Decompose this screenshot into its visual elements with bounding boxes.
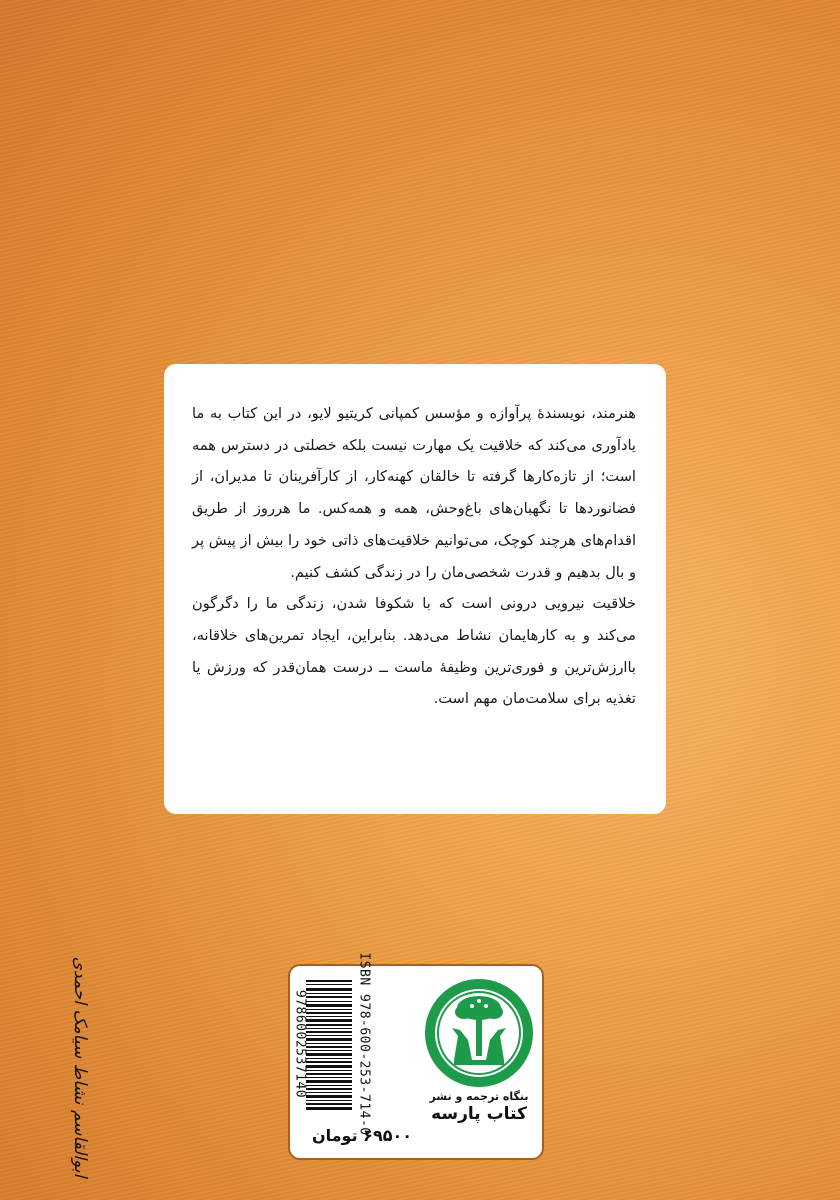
blurb-paragraph-2: خلاقیت نیرویی درونی است که با شکوفا شدن، زندگی ما را دگرگون می‌کند و به کارهایمان نشاط می‌دهد. بنابراین، ایجاد تمرین‌های خلاقانه، باارزش‌ترین و فوری‌ترین وظیفهٔ ماست ــ درست همان‌قدر که ورزش یا تغذیه برای سلامت‌مان مهم است.: [192, 595, 636, 708]
blurb-card: [164, 364, 666, 814]
price-label: ۶۹۵۰۰ تومان: [311, 1126, 412, 1145]
publisher-subtitle: بنگاه ترجمه و نشر: [429, 1090, 529, 1103]
publisher-logo-icon: [424, 978, 534, 1088]
barcode-box: بنگاه ترجمه و نشر کتاب پارسه ISBN 978-600-253-714-0 9786002537140 ۶۹۵۰۰ تومان: [288, 964, 544, 1160]
blurb-paragraph-1: هنرمند، نویسندهٔ پرآوازه و مؤسس کمپانی کریتیو لایو، در این کتاب به ما یادآوری می‌کند که خلاقیت یک مهارت نیست بلکه خصلتی در دسترس همه است؛ از تازه‌کارها گرفته تا خالقان کهنه‌کار، از کارآفرینان تا مدیران، از فضانوردها تا نگهبان‌های باغ‌وحش، همه و همه‌کس. ما هرروز از طریق اقدام‌های هرچند کوچک، می‌توانیم خلاقیت‌های ذاتی خود را بیش از پیش پر و بال بدهیم و قدرت شخصی‌مان را در زندگی کشف کنیم.: [192, 405, 636, 581]
publisher-name: کتاب پارسه: [431, 1104, 527, 1124]
barcode-icon: [306, 980, 352, 1110]
